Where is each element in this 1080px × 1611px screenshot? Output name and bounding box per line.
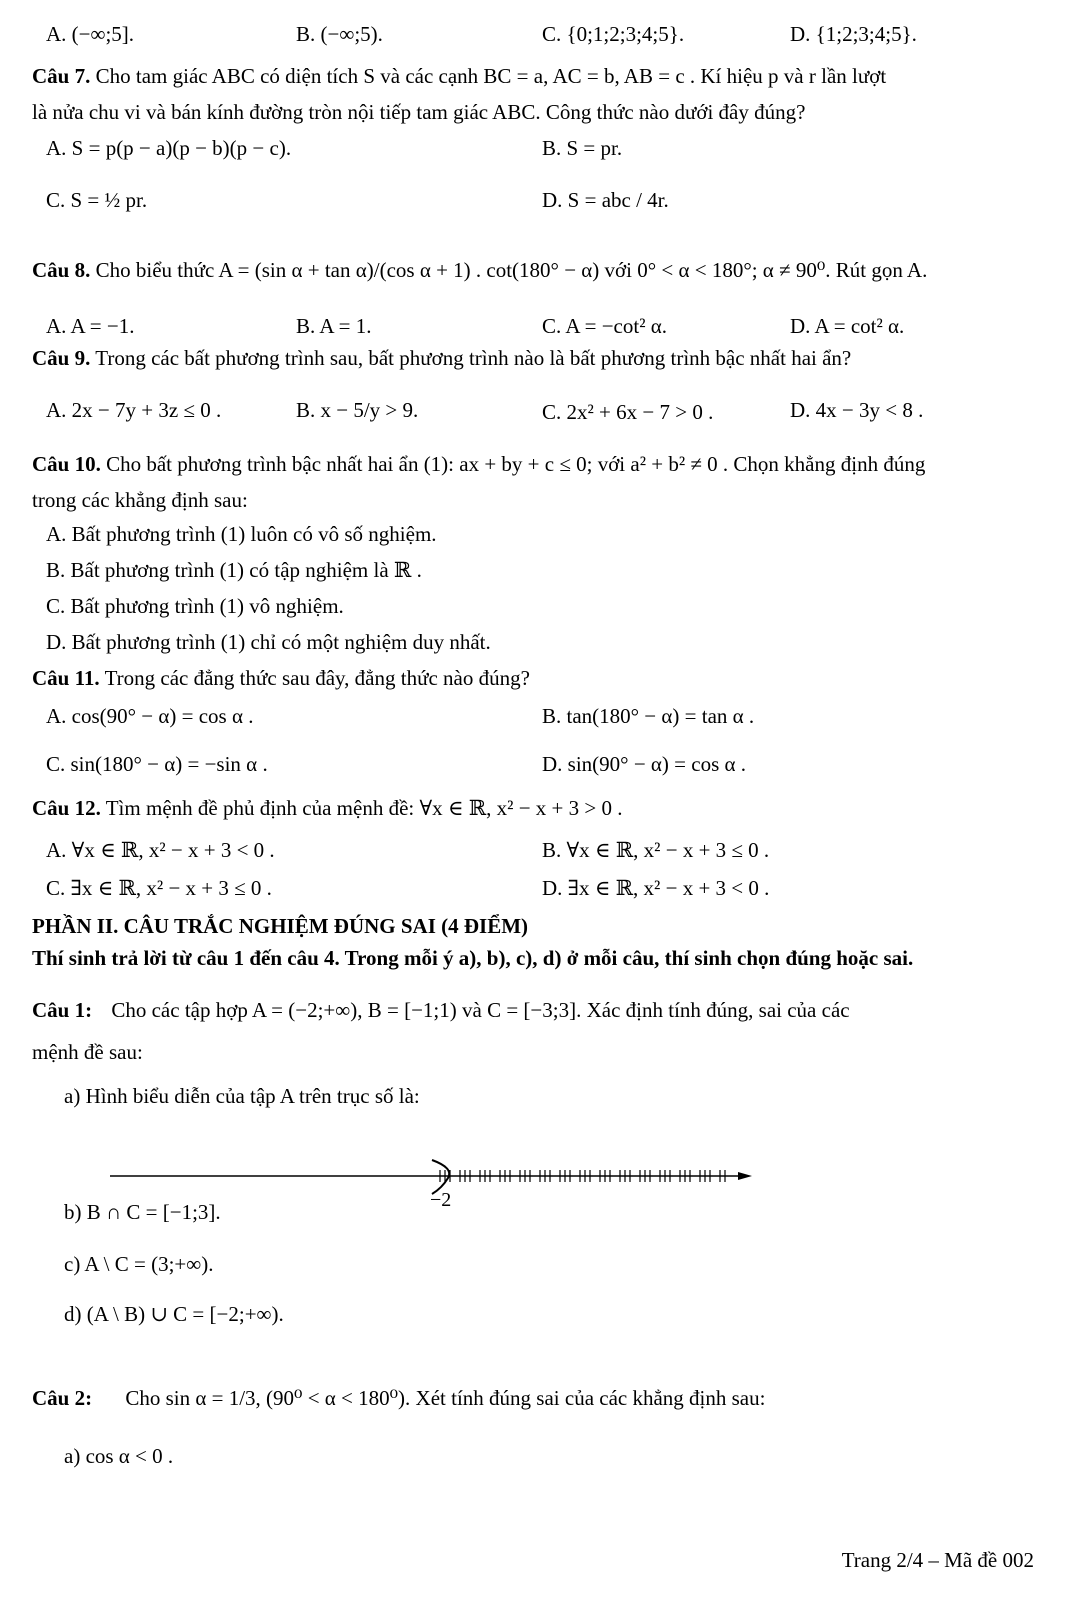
p2q1-item-d: d) (A \ B) ∪ C = [−2;+∞). [64, 1302, 284, 1326]
p2q2-text: Cho sin α = 1/3, (90⁰ < α < 180⁰). Xét tính đúng sai của các khẳng định sau: [125, 1386, 766, 1410]
q9-option-c: C. 2x² + 6x − 7 > 0 . [542, 400, 714, 424]
p2q1-text1: Cho các tập hợp A = (−2;+∞), B = [−1;1) và C = [−3;3]. Xác định tính đúng, sai của các [111, 998, 850, 1022]
q7-stem-line1 [32, 64, 886, 88]
axis-arrow [738, 1172, 752, 1180]
axis-label-minus-2: −2 [430, 1189, 452, 1211]
part2-title: PHẦN II. CÂU TRẮC NGHIỆM ĐÚNG SAI (4 ĐIỂM) [32, 914, 529, 938]
q7-option-d: D. S = abc / 4r. [542, 188, 669, 212]
p2q1-item-b: b) B ∩ C = [−1;3]. [64, 1200, 221, 1224]
q8-option-a: A. A = −1. [46, 314, 135, 338]
q8-label: Câu 8. [32, 258, 91, 282]
q12-option-b: B. ∀x ∈ ℝ, x² − x + 3 ≤ 0 . [542, 838, 770, 862]
q7-option-b: B. S = pr. [542, 136, 623, 160]
q9-text: Trong các bất phương trình sau, bất phương trình nào là bất phương trình bậc nhất hai ẩn? [95, 346, 852, 370]
q10-option-c: C. Bất phương trình (1) vô nghiệm. [46, 594, 344, 618]
p2q1-label: Câu 1: [32, 998, 93, 1022]
page-footer: Trang 2/4 – Mã đề 002 [841, 1548, 1034, 1572]
q11-label: Câu 11. [32, 666, 100, 690]
q10-label: Câu 10. [32, 452, 101, 476]
q11-option-d: D. sin(90° − α) = cos α . [542, 752, 746, 776]
q7-text1: Cho tam giác ABC có diện tích S và các cạnh BC = a, AC = b, AB = c . Kí hiệu p và r lần lượt [95, 64, 887, 88]
q11-option-c: C. sin(180° − α) = −sin α . [46, 752, 268, 776]
q10-option-a: A. Bất phương trình (1) luôn có vô số nghiệm. [46, 522, 437, 546]
q7-option-a: A. S = p(p − a)(p − b)(p − c). [46, 136, 292, 160]
q11-option-b: B. tan(180° − α) = tan α . [542, 704, 755, 728]
q8-stem [32, 258, 927, 282]
q8-option-c: C. A = −cot² α. [542, 314, 667, 338]
q7-option-c: C. S = ½ pr. [46, 188, 148, 212]
q7-text2: là nửa chu vi và bán kính đường tròn nội tiếp tam giác ABC. Công thức nào dưới đây đúng? [32, 100, 806, 124]
q11-stem [32, 666, 530, 690]
q9-stem [32, 346, 851, 370]
q9-option-b: B. x − 5/y > 9. [296, 398, 419, 422]
q10-text1: Cho bất phương trình bậc nhất hai ẩn (1): ax + by + c ≤ 0; với a² + b² ≠ 0 . Chọn khẳng định đúng [106, 452, 926, 476]
p2q2-label: Câu 2: [32, 1386, 93, 1410]
part2-instructions: Thí sinh trả lời từ câu 1 đến câu 4. Trong mỗi ý a), b), c), d) ở mỗi câu, thí sinh chọn đúng hoặc sai. [32, 946, 914, 970]
q9-label: Câu 9. [32, 346, 91, 370]
p2q1-stem-line1 [32, 998, 850, 1022]
q12-stem [32, 796, 623, 820]
q8-option-b: B. A = 1. [296, 314, 372, 338]
p2q1-item-a: a) Hình biểu diễn của tập A trên trục số là: [64, 1084, 420, 1108]
q11-text: Trong các đẳng thức sau đây, đẳng thức nào đúng? [104, 666, 530, 690]
q12-option-c: C. ∃x ∈ ℝ, x² − x + 3 ≤ 0 . [46, 876, 272, 900]
q6-option-b: B. (−∞;5). [296, 22, 383, 46]
q6-option-c: C. {0;1;2;3;4;5}. [542, 22, 685, 46]
p2q1-item-c: c) A \ C = (3;+∞). [64, 1252, 214, 1276]
q6-option-d: D. {1;2;3;4;5}. [790, 22, 917, 46]
q11-option-a: A. cos(90° − α) = cos α . [46, 704, 254, 728]
p2q1-text2: mệnh đề sau: [32, 1040, 143, 1064]
q9-option-d: D. 4x − 3y < 8 . [790, 398, 924, 422]
q8-option-d: D. A = cot² α. [790, 314, 905, 338]
p2q2-stem [32, 1386, 765, 1410]
q10-option-b: B. Bất phương trình (1) có tập nghiệm là ℝ . [46, 558, 422, 582]
q12-option-a: A. ∀x ∈ ℝ, x² − x + 3 < 0 . [46, 838, 275, 862]
q12-label: Câu 12. [32, 796, 101, 820]
q9-option-a: A. 2x − 7y + 3z ≤ 0 . [46, 398, 222, 422]
q10-text2: trong các khẳng định sau: [32, 488, 248, 512]
q8-text: Cho biểu thức A = (sin α + tan α)/(cos α + 1) . cot(180° − α) với 0° < α < 180°; α ≠ 90⁰. Rút gọn A. [95, 258, 928, 282]
q6-option-a: A. (−∞;5]. [46, 22, 135, 46]
q10-stem-line1 [32, 452, 925, 476]
q10-option-d: D. Bất phương trình (1) chỉ có một nghiệm duy nhất. [46, 630, 491, 654]
p2q2-item-a: a) cos α < 0 . [64, 1444, 174, 1468]
q12-option-d: D. ∃x ∈ ℝ, x² − x + 3 < 0 . [542, 876, 770, 900]
q12-text: Tìm mệnh đề phủ định của mệnh đề: ∀x ∈ ℝ, x² − x + 3 > 0 . [105, 796, 623, 820]
q7-label: Câu 7. [32, 64, 91, 88]
